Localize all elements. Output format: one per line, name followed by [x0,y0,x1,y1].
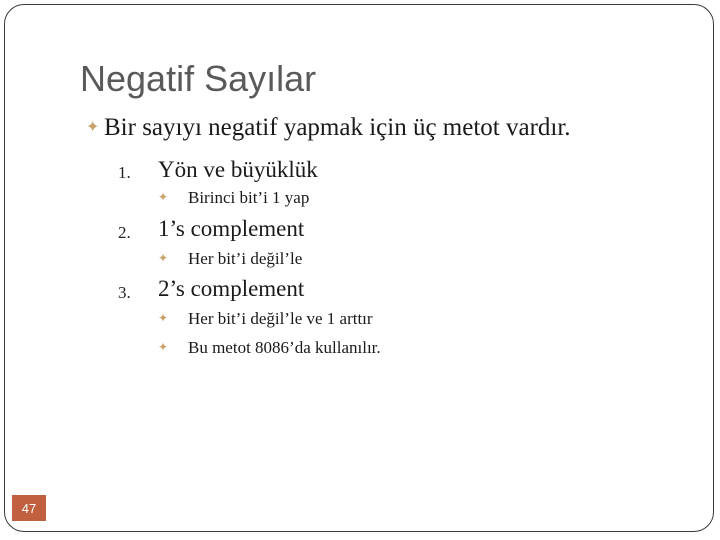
wing-bullet-icon: ✦ [158,310,169,325]
wing-bullet-icon: ✦ [158,189,169,204]
item-number: 2. [118,223,131,242]
item-label: 1’s complement [158,216,305,241]
wing-bullet-icon: ✦ [86,119,100,136]
sub-item-text: Her bit’i değil’le ve 1 arttır [188,309,373,328]
sub-item [158,309,373,329]
item-label: Yön ve büyüklük [158,157,318,182]
sub-item [158,188,309,208]
sub-item-text: Birinci bit’i 1 yap [188,188,310,207]
sub-item [158,249,302,269]
page-number-badge: 47 [12,495,46,521]
intro-text: Bir sayıyı negatif yapmak için üç metot vardır. [104,114,571,141]
sub-item-text: Bu metot 8086’da kullanılır. [188,338,381,357]
sub-item-text: Her bit’i değil’le [188,249,303,268]
wing-bullet-icon: ✦ [158,339,169,354]
item-number: 3. [118,283,131,302]
item-label: 2’s complement [158,276,305,301]
wing-bullet-icon: ✦ [158,250,169,265]
sub-item [158,338,381,358]
intro-bullet [86,114,571,142]
item-number: 1. [118,163,131,182]
slide-title: Negatif Sayılar [80,58,317,99]
